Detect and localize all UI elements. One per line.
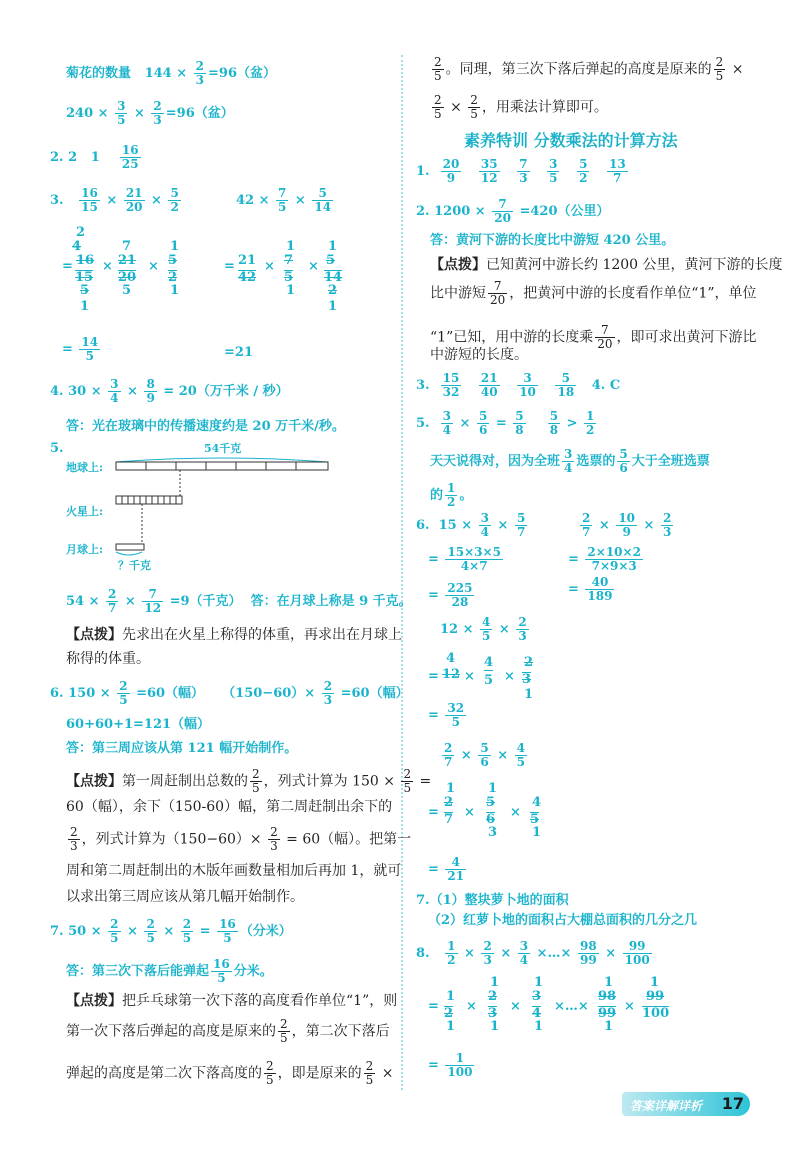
diagram-moon-label: 月球上:	[66, 543, 104, 556]
tip-2-line-3: $\frac{2}{3}$ ，列式计算为（150−60）× $\frac{2}{3}$ = 60（幅）。把第一	[70, 825, 412, 854]
tip-1-line-2: 称得的体重。	[66, 651, 150, 667]
right-line-19: 7.（1）整块萝卜地的面积	[416, 893, 569, 908]
right-line-8: 天天说得对，因为全班 $\frac{3}{4}$ 选票的 $\frac{5}{6}$ 大于全班选票	[430, 447, 710, 476]
answer-line-9: =21	[224, 345, 253, 360]
diagram-mars-label: 火星上:	[66, 505, 104, 518]
answer-line-8: = $\frac{14}{5}$	[62, 335, 99, 364]
answer-line-18: 答：第三次下落后能弹起 $\frac{16}{5}$ 分米。	[66, 957, 273, 986]
right-line-4: 2. 1200 × $\frac{7}{20}$ =420（公里）	[416, 197, 610, 226]
answer-line-16: 答：第三周应该从第 121 幅开始制作。	[66, 741, 298, 756]
bar-diagram	[112, 452, 336, 562]
right-line-16: $\frac{2}{7}$ × $\frac{5}{6}$ × $\frac{4}{5}$	[444, 741, 525, 770]
right-line-10b: $\frac{2}{7}$ × $\frac{10}{9}$ × $\frac{2}{3}$	[582, 511, 672, 540]
right-line-13: 12 × $\frac{4}{5}$ × $\frac{2}{3}$	[440, 615, 527, 644]
tip-2-line-1: 【点拨】第一周赶制出总数的 $\frac{2}{5}$ ，列式计算为 150 × $\frac{2}{5}$ =	[66, 767, 432, 796]
answer-line-2: 240 × $\frac{3}{5}$ × $\frac{2}{3}$ =96（盆）	[66, 99, 234, 128]
right-line-1: $\frac{2}{5}$ 。同理，第三次下落后弹起的高度是原来的 $\frac{2}{5}$ ×	[434, 55, 744, 84]
answer-line-10: 4. 30 × $\frac{3}{4}$ × $\frac{8}{9}$ = 20（万千米 / 秒）	[50, 377, 289, 406]
tip-1-line-1: 【点拨】先求出在火星上称得的体重，再求出在月球上	[66, 627, 402, 643]
right-line-2: $\frac{2}{5}$ × $\frac{2}{5}$ ，用乘法计算即可。	[434, 93, 608, 122]
tip-3-line-3: 弹起的高度是第二次下落高度的 $\frac{2}{5}$ ，即是原来的 $\frac{2}{5}$ ×	[66, 1059, 394, 1088]
right-line-12a: = $\frac{225}{28}$	[428, 581, 473, 610]
diagram-unknown-label: ？千克	[118, 559, 151, 572]
tip-4-line-3: “1”已知，用中游的长度乘 $\frac{7}{20}$ ，即可求出黄河下游比	[430, 323, 757, 352]
right-line-18: = $\frac{4}{21}$	[428, 855, 465, 884]
answer-line-11: 答：光在玻璃中的传播速度约是 20 万千米/秒。	[66, 419, 345, 434]
tip-3-line-2: 第一次下落后弹起的高度是原来的 $\frac{2}{5}$ ，第二次下落后	[66, 1017, 390, 1046]
answer-line-1: 菊花的数量 144 × $\frac{2}{3}$ =96（盆）	[66, 59, 277, 88]
answer-line-4: 3. $\frac{16}{15}$ × $\frac{21}{20}$ × $\frac{5}{2}$	[50, 186, 179, 215]
right-line-5: 答：黄河下游的长度比中游短 420 公里。	[430, 233, 675, 248]
answer-line-3: 2. 2 1 $\frac{16}{25}$	[50, 143, 139, 172]
right-line-9: 的 $\frac{1}{2}$ 。	[430, 481, 473, 510]
tip-4-line-2: 比中游短 $\frac{7}{20}$ ，把黄河中游的长度看作单位“1”，单位	[430, 279, 757, 308]
right-line-3: 1. $\frac{20}{9}$ $\frac{35}{12}$ $\frac{7}{3}$ $\frac{3}{5}$ $\frac{5}{2}$ $\frac{13}{7}$	[416, 157, 626, 186]
tip-4-line-4: 中游短的长度。	[430, 347, 528, 363]
right-line-15: = $\frac{32}{5}$	[428, 701, 465, 730]
answer-line-14: 6. 150 × $\frac{2}{5}$ =60（幅） （150−60）× $\frac{2}{3}$ =60（幅）	[50, 679, 409, 708]
tip-2-line-4: 周和第二周赶制出的木版年画数量相加后再加 1，就可	[66, 863, 402, 879]
column-divider	[401, 55, 403, 1090]
answer-line-17: 7. 50 × $\frac{2}{5}$ × $\frac{2}{5}$ × $\frac{2}{5}$ = $\frac{16}{5}$ （分米）	[50, 917, 292, 946]
right-line-11a: = $\frac{15\times 3\times 5}{4\times 7}$	[428, 545, 501, 574]
tip-3-line-1: 【点拨】把乒乓球第一次下落的高度看作单位“1”，则	[66, 993, 398, 1009]
tip-2-line-5: 以求出第三周应该从第几幅开始制作。	[66, 889, 304, 905]
right-line-6: 3. $\frac{15}{32}$ $\frac{21}{40}$ $\frac{3}{10}$ $\frac{5}{18}$ 4. C	[416, 371, 621, 400]
right-line-12b: = $\frac{40}{189}$	[568, 575, 613, 604]
right-line-23: = $\frac{1}{100}$	[428, 1051, 473, 1080]
right-line-10a: 6. 15 × $\frac{3}{4}$ × $\frac{5}{7}$	[416, 511, 526, 540]
diagram-earth-label: 地球上:	[66, 461, 104, 474]
answer-line-15: 60+60+1=121（幅）	[66, 717, 211, 732]
tip-2-line-2: 60（幅），余下（150-60）幅，第二周赶制出余下的	[66, 799, 393, 815]
footer-label: 答案详解详析	[630, 1099, 703, 1113]
right-line-21: 8. $\frac{1}{2}$ × $\frac{2}{3}$ × $\frac{3}{4}$ ×…× $\frac{98}{99}$ × $\frac{99}{100}$	[416, 939, 650, 968]
right-line-11b: = $\frac{2\times 10\times 2}{7\times 9\times 3}$	[568, 545, 641, 574]
page-number: 17	[721, 1094, 744, 1113]
right-line-20: （2）红萝卜地的面积占大棚总面积的几分之几	[428, 913, 698, 928]
page-footer	[622, 1092, 750, 1116]
answer-line-13: 54 × $\frac{2}{7}$ × $\frac{7}{12}$ =9（千克） 答：在月球上称是 9 千克。	[66, 587, 412, 616]
section-title: 素养特训 分数乘法的计算方法	[464, 131, 678, 150]
tip-4-line-1: 【点拨】已知黄河中游长约 1200 公里，黄河下游的长度	[430, 257, 783, 273]
answer-line-5: 42 × $\frac{7}{5}$ × $\frac{5}{14}$	[236, 186, 332, 215]
answer-line-12: 5.	[50, 441, 64, 456]
right-line-7: 5. $\frac{3}{4}$ × $\frac{5}{6}$ = $\frac{5}{8}$ $\frac{5}{8}$ > $\frac{1}{2}$	[416, 409, 595, 438]
diagram-total-label: 54千克	[204, 442, 242, 455]
